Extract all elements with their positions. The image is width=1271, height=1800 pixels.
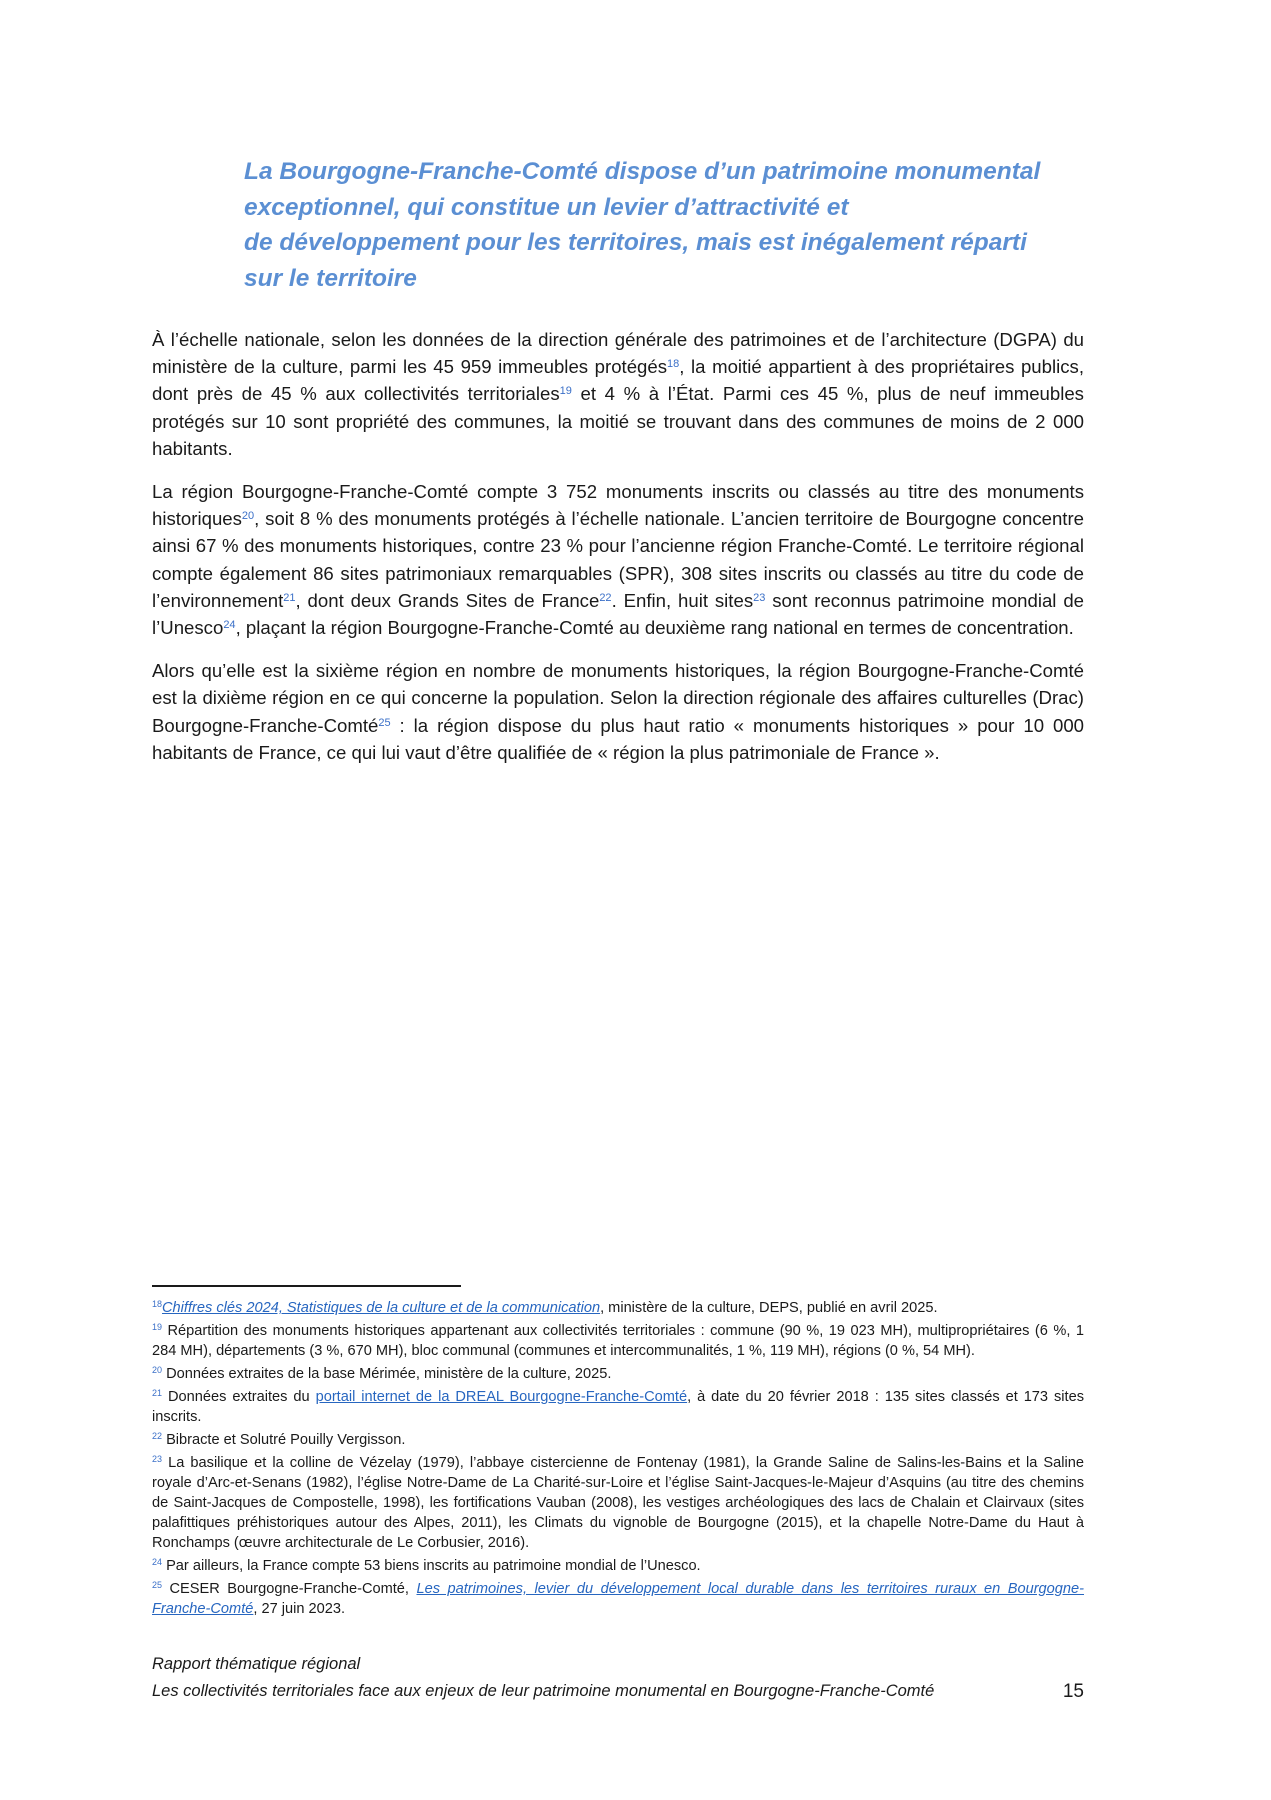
footnote-ref[interactable]: 18 xyxy=(667,358,680,371)
body-text xyxy=(152,326,1084,782)
footnote-ref[interactable]: 23 xyxy=(753,591,766,604)
paragraph: Alors qu’elle est la sixième région en nombre de monuments historiques, la région Bourgogne-Franche-Comté est la dixième région en ce qui concerne la population. Selon la direction régionale des affaires culturelles (Drac) Bourgogne-Franche-Comté$^{25}$ : la région dispose du plus haut ratio « monuments historiques » pour 10 000 habitants de France, ce qui lui vaut d’être qualifiée de « région la plus patrimoniale de France ». xyxy=(152,660,1084,763)
paragraph: À l’échelle nationale, selon les données de la direction générale des patrimoines et de l’architecture (DGPA) du ministère de la culture, parmi les 45 959 immeubles protégés$^{18}$, la moitié appartient à des propriétaires publics, dont près de 45 % aux collectivités territoriales$^{19}$ et 4 % à l’État. Parmi ces 45 %, plus de neuf immeubles protégés sur 10 sont propriété des communes, la moitié se trouvant dans des communes de moins de 2 000 habitants. xyxy=(152,329,1085,459)
footnote-22: $^{22}$ Bibracte et Solutré Pouilly Vergisson. xyxy=(152,1431,406,1448)
page-number: 15 xyxy=(1062,1681,1084,1702)
footer-report-type: Rapport thématique régional xyxy=(152,1655,361,1673)
footnotes xyxy=(152,1298,1084,1622)
page-footer xyxy=(152,1651,1084,1705)
footnote-link[interactable]: portail internet de la DREAL Bourgogne-Franche-Comté xyxy=(315,1389,688,1405)
footnote-ref[interactable]: 19 xyxy=(559,385,572,398)
footnote-link[interactable]: Les patrimoines, levier du développement local durable dans les territoires ruraux en Bourgogne-Franche-Comté xyxy=(152,1581,1084,1617)
footer-report-title: Les collectivités territoriales face aux enjeux de leur patrimoine monumental en Bourgogne-Franche-Comté xyxy=(152,1682,935,1700)
footnote-ref[interactable]: 24 xyxy=(223,619,236,632)
section-heading xyxy=(244,154,1074,296)
heading-line: sur le territoire xyxy=(244,264,417,292)
footnote-ref[interactable]: 22 xyxy=(599,591,612,604)
heading-line: exceptionnel, qui constitue un levier d’attractivité et xyxy=(244,193,849,221)
footnote-ref[interactable]: 20 xyxy=(241,510,255,523)
footnote-18: $^{18}$Chiffres clés 2024, Statistiques de la culture et de la communication, ministère de la culture, DEPS, publié en avril 2025. xyxy=(152,1299,938,1316)
footnote-25: $^{25}$ CESER Bourgogne-Franche-Comté, Les patrimoines, levier du développement local durable dans les territoires ruraux en Bourgogne-Franche-Comté, 27 juin 2023. xyxy=(152,1580,1084,1617)
heading-line: La Bourgogne-Franche-Comté dispose d’un patrimoine monumental xyxy=(244,158,1041,185)
footnote-ref[interactable]: 21 xyxy=(283,591,296,604)
footnote-23: $^{23}$ La basilique et la colline de Vézelay (1979), l’abbaye cistercienne de Fontenay (1981), la Grande Saline de Salins-les-Bains et la Saline royale d’Arc-et-Senans (1982), l’église Notre-Dame de La Charité-sur-Loire et l’église Saint-Jacques-le-Majeur d’Asquins (au titre des chemins de Saint-Jacques de Compostelle, 1998), les fortifications Vauban (2008), les vestiges archéologiques des lacs de Chalain et Clairvaux (sites palafittiques préhistoriques autour des Alpes, 2011), les Climats du vignoble de Bourgogne (2015), et la chapelle Notre-Dame du Haut à Ronchamps (œuvre architecturale de Le Corbusier, 2016). xyxy=(152,1454,1084,1551)
heading-line: de développement pour les territoires, mais est inégalement réparti xyxy=(244,229,1027,256)
footnote-link[interactable]: Chiffres clés 2024, Statistiques de la culture et de la communication xyxy=(162,1300,601,1316)
footnote-19: $^{19}$ Répartition des monuments historiques appartenant aux collectivités territoriales : commune (90 %, 19 023 MH), multipropriétaires (6 %, 1 284 MH), départements (3 %, 670 MH), bloc communal (communes et intercommunalités, 1 %, 119 MH), régions (0 %, 54 MH). xyxy=(152,1322,1084,1359)
paragraph: La région Bourgogne-Franche-Comté compte 3 752 monuments inscrits ou classés au titre des monuments historiques$^{20}$, soit 8 % des monuments protégés à l’échelle nationale. L’ancien territoire de Bourgogne concentre ainsi 67 % des monuments historiques, contre 23 % pour l’ancienne région Franche-Comté. Le territoire régional compte également 86 sites patrimoniaux remarquables (SPR), 308 sites inscrits ou classés au titre du code de l’environnement$^{21}$, dont deux Grands Sites de France$^{22}$. Enfin, huit sites$^{23}$ sont reconnus patrimoine mondial de l’Unesco$^{24}$, plaçant la région Bourgogne-Franche-Comté au deuxième rang national en termes de concentration. xyxy=(152,481,1084,639)
footnote-separator xyxy=(152,1285,461,1287)
footnote-24: $^{24}$ Par ailleurs, la France compte 53 biens inscrits au patrimoine mondial de l’Unesco. xyxy=(152,1557,701,1574)
footnote-20: $^{20}$ Données extraites de la base Mérimée, ministère de la culture, 2025. xyxy=(152,1365,612,1382)
footnote-21: $^{21}$ Données extraites du portail internet de la DREAL Bourgogne-Franche-Comté, à date du 20 février 2018 : 135 sites classés et 173 sites inscrits. xyxy=(152,1388,1084,1425)
footnote-ref[interactable]: 25 xyxy=(378,716,391,729)
